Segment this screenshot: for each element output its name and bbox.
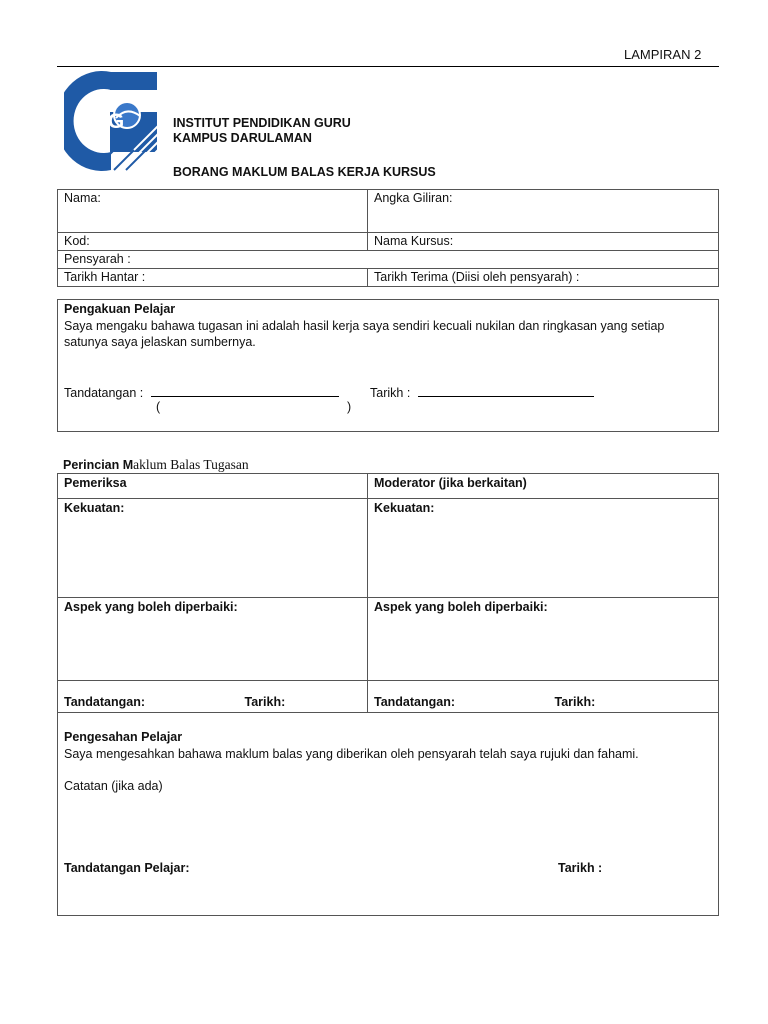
pengesahan-title: Pengesahan Pelajar (64, 730, 183, 744)
moderator-tarikh: Tarikh: (554, 695, 596, 709)
moderator-header: Moderator (jika berkaitan) (368, 474, 719, 499)
tandatangan-pelajar-label[interactable]: Tandatangan Pelajar: (64, 861, 190, 875)
catatan-label[interactable]: Catatan (jika ada) (64, 779, 163, 793)
tarikh-label: Tarikh : (370, 386, 411, 400)
moderator-kekuatan[interactable]: Kekuatan: (368, 499, 719, 598)
pengakuan-date-row (370, 384, 594, 400)
institute-line-2: KAMPUS DARULAMAN (173, 131, 312, 145)
header-rule (57, 66, 719, 67)
lampiran-label: LAMPIRAN 2 (624, 47, 702, 62)
pengesahan-text: Saya mengesahkan bahawa maklum balas yang diberikan oleh pensyarah telah saya rujuki dan fahami. (64, 747, 639, 761)
pemeriksa-tarikh: Tarikh: (244, 695, 286, 709)
tarikh-terima-field[interactable]: Tarikh Terima (Diisi oleh pensyarah) : (368, 269, 719, 287)
ipg-logo (64, 70, 159, 172)
pemeriksa-header: Pemeriksa (58, 474, 368, 499)
pengesahan-tarikh-label[interactable]: Tarikh : (558, 861, 603, 875)
form-title: BORANG MAKLUM BALAS KERJA KURSUS (173, 165, 436, 179)
pengakuan-text: Saya mengaku bahawa tugasan ini adalah hasil kerja saya sendiri kecuali nukilan dan ringkasan yang setiap satunya saya jelaskan sumbernya. (64, 319, 665, 349)
perincian-title (63, 457, 249, 473)
moderator-tandatangan: Tandatangan: (374, 695, 456, 709)
pengakuan-title: Pengakuan Pelajar (64, 302, 176, 316)
tandatangan-label: Tandatangan : (64, 386, 144, 400)
perincian-title-rest: aklum Balas Tugasan (133, 457, 249, 472)
pemeriksa-aspek[interactable]: Aspek yang boleh diperbaiki: (58, 598, 368, 681)
moderator-aspek[interactable]: Aspek yang boleh diperbaiki: (368, 598, 719, 681)
perincian-title-bold: Perincian M (63, 458, 134, 472)
institute-line-1: INSTITUT PENDIDIKAN GURU (173, 116, 351, 130)
tandatangan-line[interactable] (151, 384, 339, 397)
tarikh-hantar-field[interactable]: Tarikh Hantar : (58, 269, 368, 287)
paren-open: ( (156, 400, 161, 414)
nama-field[interactable]: Nama: (58, 190, 368, 233)
moderator-signature-cell[interactable] (368, 681, 719, 713)
info-table (57, 189, 719, 287)
pengakuan-signature-row (64, 384, 339, 400)
kod-field[interactable]: Kod: (58, 233, 368, 251)
pengakuan-box (57, 299, 719, 432)
pengesahan-box (57, 713, 719, 916)
logo-text: iPG (88, 110, 125, 133)
nama-kursus-field[interactable]: Nama Kursus: (368, 233, 719, 251)
pemeriksa-tandatangan: Tandatangan: (64, 695, 146, 709)
institute-name (173, 116, 351, 146)
angka-giliran-field[interactable]: Angka Giliran: (368, 190, 719, 233)
pemeriksa-kekuatan[interactable]: Kekuatan: (58, 499, 368, 598)
paren-close: ) (347, 400, 352, 414)
tarikh-line[interactable] (418, 384, 594, 397)
pensyarah-field[interactable]: Pensyarah : (58, 251, 719, 269)
pemeriksa-signature-cell[interactable] (58, 681, 368, 713)
perincian-table (57, 473, 719, 713)
